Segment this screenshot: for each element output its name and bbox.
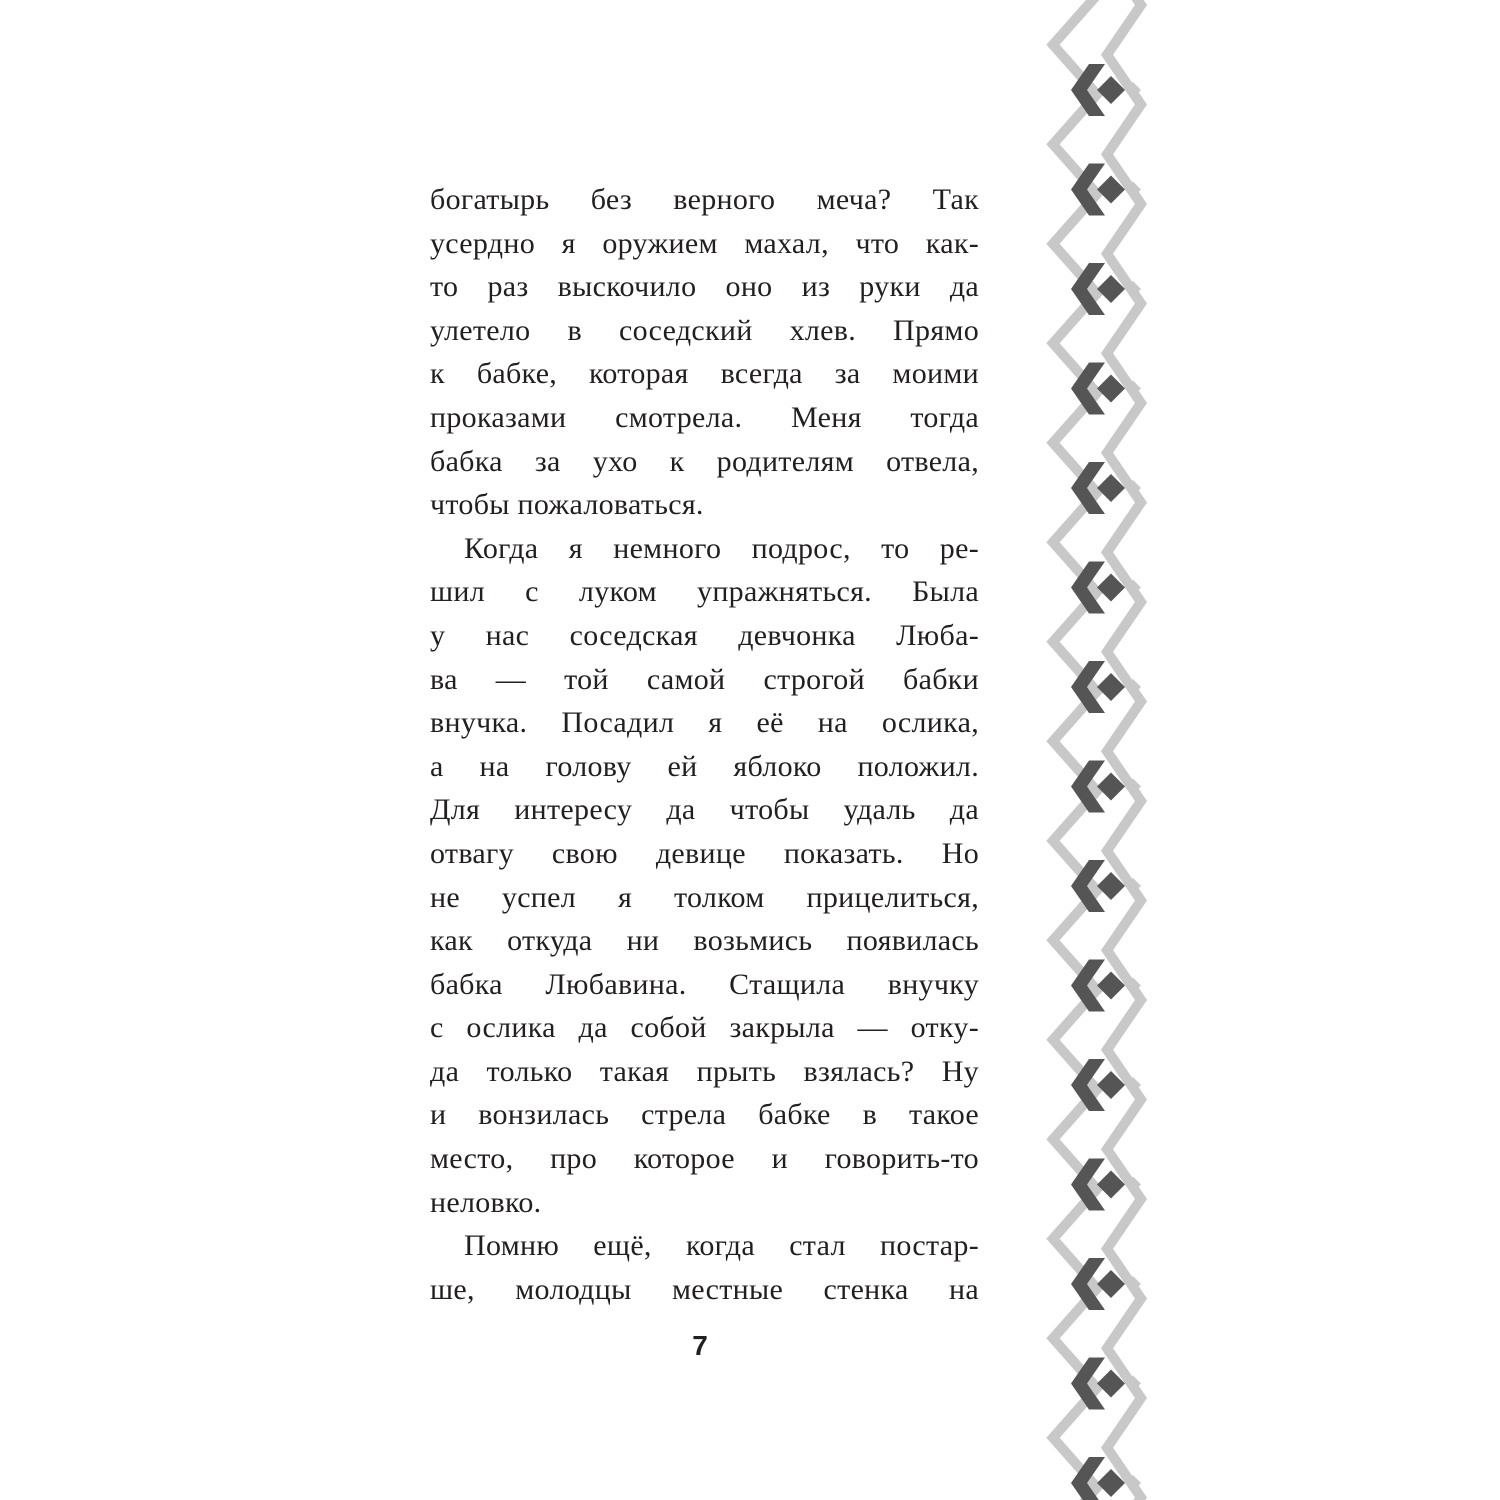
zigzag-border-icon [1045,0,1165,1500]
paragraph [430,178,979,527]
page-number: 7 [692,1330,708,1361]
text-line: ше, молодцы местные стенка на [430,1272,979,1306]
text-line: как откуда ни возьмись появилась [430,924,979,958]
text-line: не успел я толком прицелиться, [430,880,979,914]
text-line: усердно я оружием махал, что как- [430,226,979,260]
text-line: да только такая прыть взялась? Ну [430,1054,979,1088]
text-line: к бабке, которая всегда за моими [430,357,979,391]
text-line: у нас соседская девчонка Люба- [430,618,979,652]
text-line: бабка за ухо к родителям отвела, [430,444,979,478]
text-line: а на голову ей яблоко положил. [430,749,979,783]
paragraph [430,527,979,1225]
text-line: шил с луком упражняться. Была [430,575,979,609]
text-line: то раз выскочило оно из руки да [430,270,979,304]
text-line: улетело в соседский хлев. Прямо [430,313,979,347]
text-line: ва — той самой строгой бабки [430,662,979,696]
text-line: Помню ещё, когда стал постар- [464,1229,979,1263]
text-line: с ослика да собой закрыла — отку- [430,1011,979,1045]
text-line: Для интересу да чтобы удаль да [430,793,979,827]
paragraph [430,1224,979,1311]
text-line: проказами смотрела. Меня тогда [430,400,979,434]
body-text [430,178,979,1311]
text-line: бабка Любавина. Стащила внучку [430,967,979,1001]
text-line: отвагу свою девице показать. Но [430,836,979,870]
text-line: место, про которое и говорить-то [430,1142,979,1176]
text-line: чтобы пожаловаться. [430,488,704,522]
text-line: неловко. [430,1185,542,1219]
text-line: и вонзилась стрела бабке в такое [430,1098,979,1132]
text-line: внучка. Посадил я её на ослика, [430,706,979,740]
text-line: богатырь без верного меча? Так [430,183,979,216]
text-line: Когда я немного подрос, то ре- [464,531,979,565]
